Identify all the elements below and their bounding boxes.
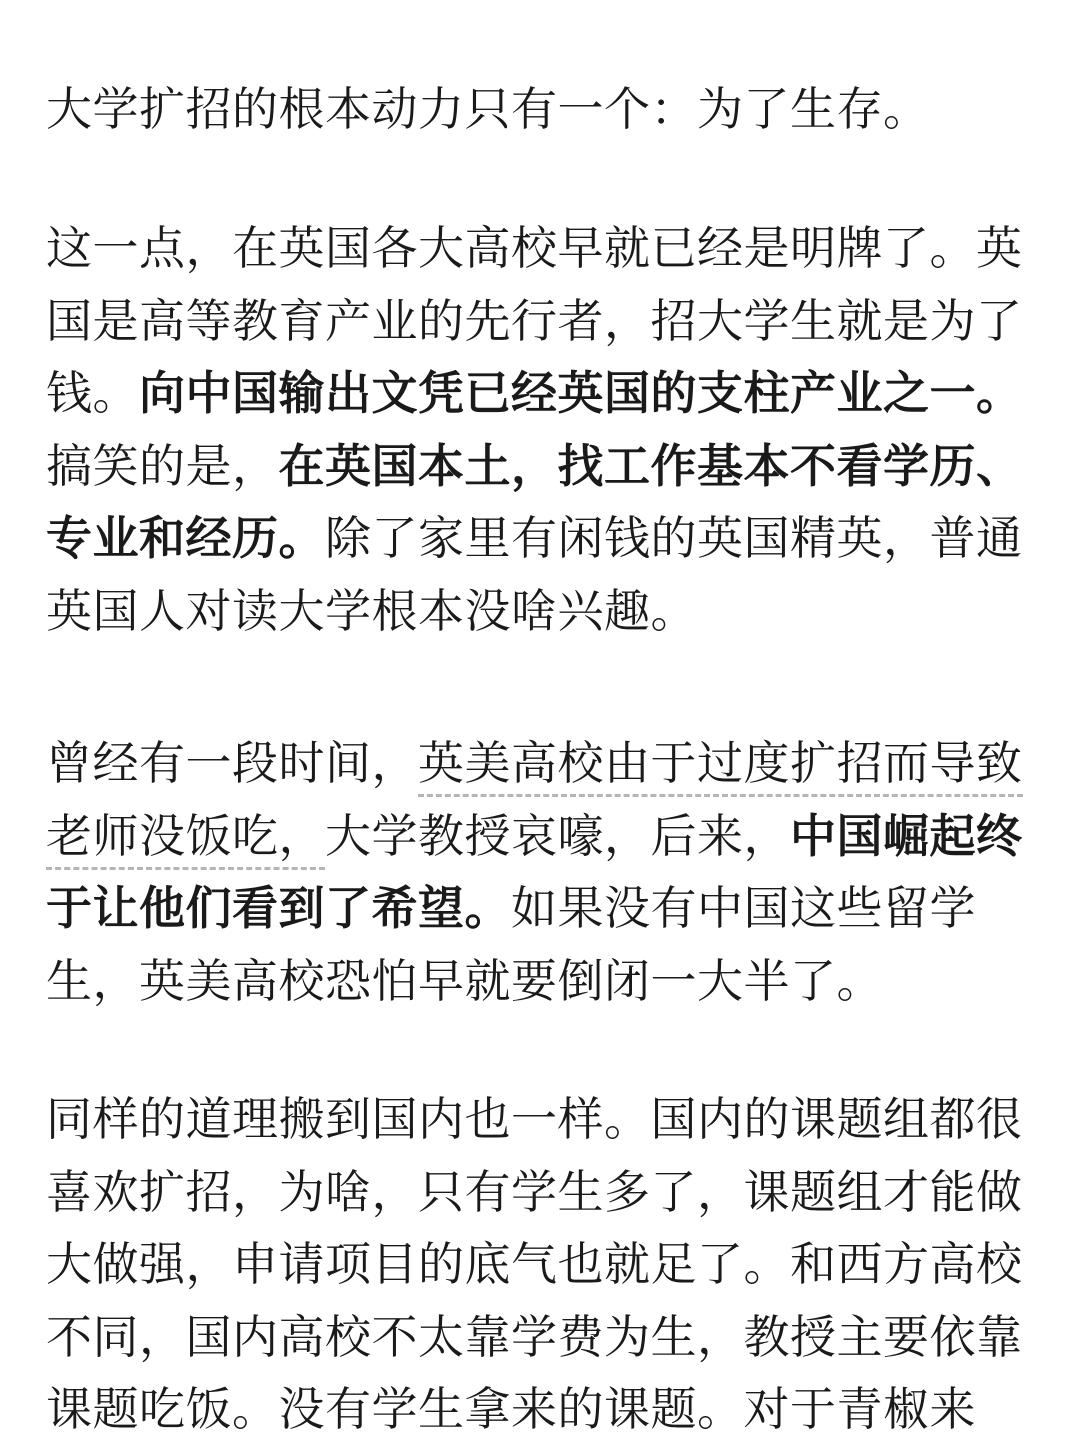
paragraph-2-text-a: 这一点，在英国各大高校早就已经是明牌了。英国是高等教育产业的先行者，招大学生就是为了钱。 xyxy=(46,221,1023,420)
paragraph-1-text: 大学扩招的根本动力只有一个：为了生存。 xyxy=(46,82,930,136)
paragraph-2-text-e: 除了家里有闲钱的英国精英，普通英国人对读大学根本没啥兴趣。 xyxy=(46,511,1023,638)
paragraph-3-text-b: 大学教授哀嚎，后来， xyxy=(325,808,790,863)
paragraph-2-text-c: 搞笑的是， xyxy=(46,438,279,493)
paragraph-4 xyxy=(46,1083,1026,1446)
paragraph-1 xyxy=(46,73,1026,146)
paragraph-3-bold-c: 中国崛起终于让他们看到了希望。 xyxy=(46,808,1023,935)
dashed-link[interactable]: 英美高校由于过度扩招而导致老师没饭吃， xyxy=(46,736,1023,870)
paragraph-3-text-d: 如果没有中国这些留学生，英美高校恐怕早就要倒闭一大半了。 xyxy=(46,881,976,1008)
paragraph-2-bold-d: 在英国本土，找工作基本不看学历、专业和经历。 xyxy=(46,438,1023,565)
paragraph-2-bold-b: 向中国输出文凭已经英国的支柱产业之一。 xyxy=(139,366,1023,420)
paragraph-2 xyxy=(46,212,1026,647)
paragraph-4-text: 同样的道理搬到国内也一样。国内的课题组都很喜欢扩招，为啥，只有学生多了，课题组才能做大做强，申请项目的底气也就足了。和西方高校不同，国内高校不太靠学费为生，教授主要依靠课题吃饭。没有学生拿来的课题。对于青椒来 xyxy=(46,1092,1023,1436)
paragraph-3 xyxy=(46,727,1026,1017)
paragraph-3-text-a: 曾经有一段时间， xyxy=(46,736,418,790)
